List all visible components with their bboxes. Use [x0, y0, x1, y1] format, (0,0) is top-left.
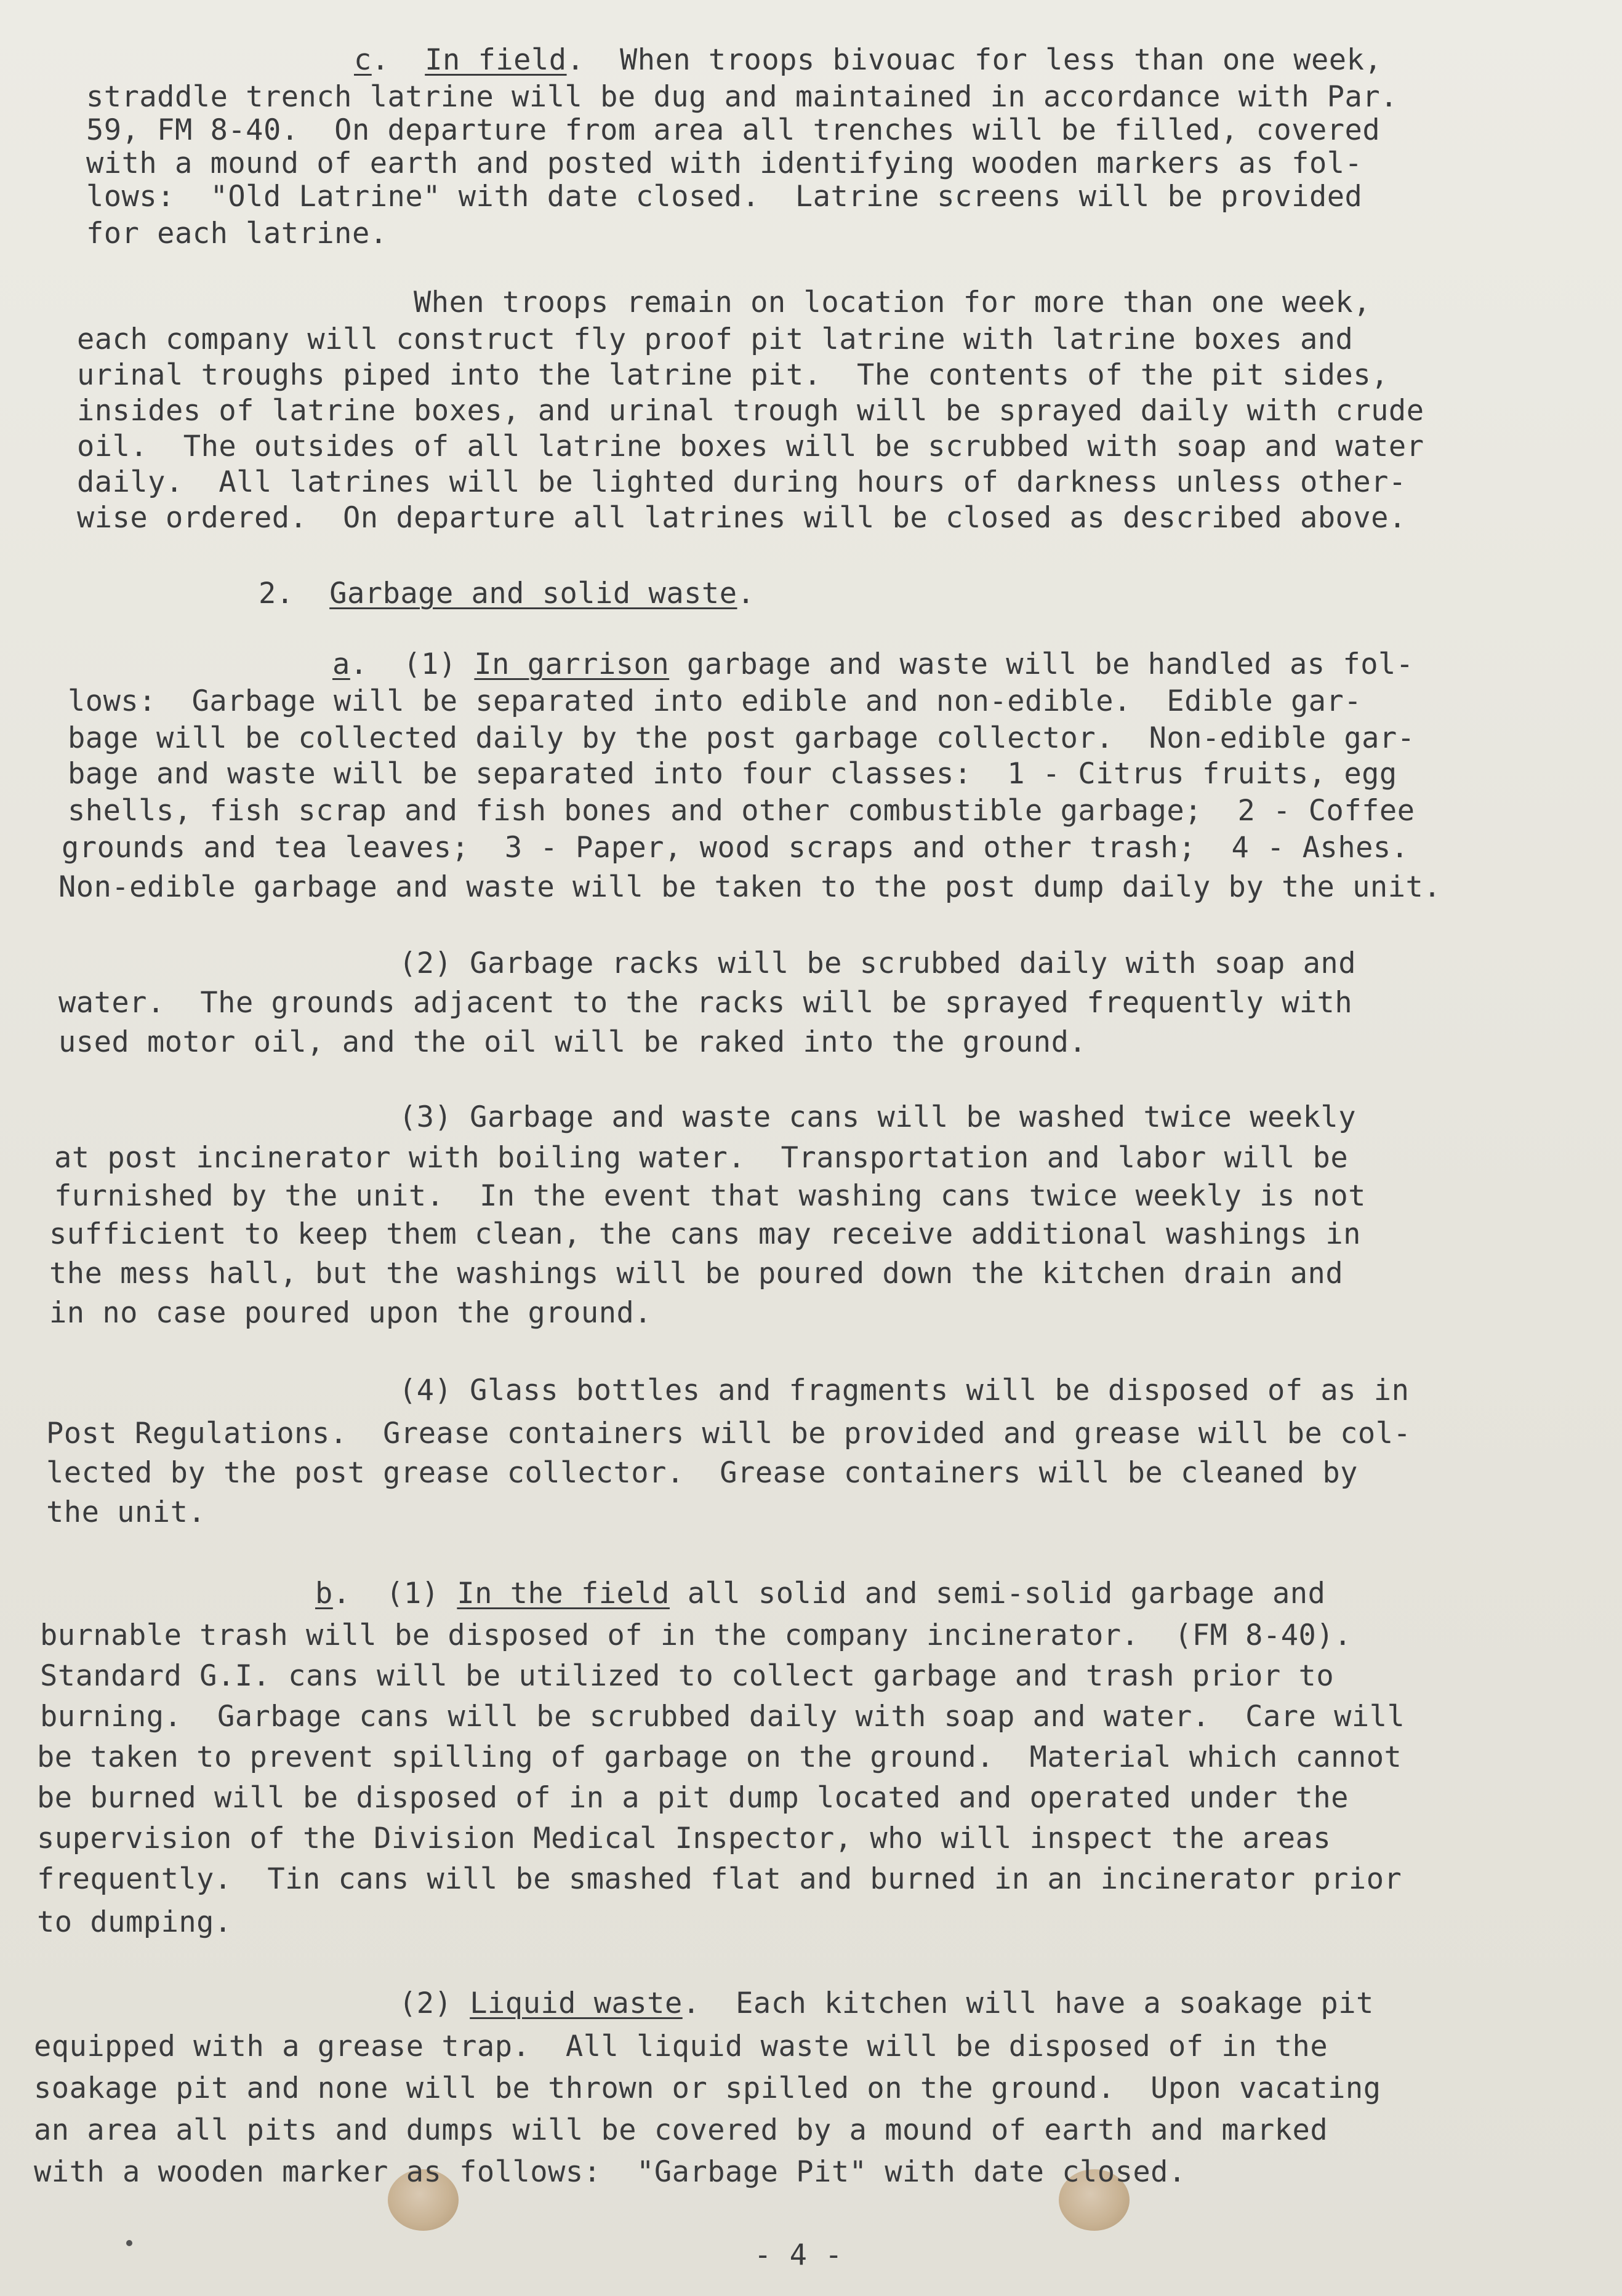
underlined-text: Liquid waste: [470, 1986, 683, 2020]
text-run: the unit.: [46, 1495, 206, 1529]
text-line: [40, 1658, 1334, 1695]
text-run: shells, fish scrap and fish bones and other combustible garbage; 2 - Coffee: [68, 794, 1415, 828]
text-run: bage and waste will be separated into four classes: 1 - Citrus fruits, egg: [68, 757, 1397, 791]
text-run: .: [371, 43, 425, 77]
underlined-text: Garbage and solid waste: [329, 577, 737, 610]
text-run: burning. Garbage cans will be scrubbed daily with soap and water. Care will: [40, 1700, 1405, 1734]
text-line: [54, 1140, 1348, 1177]
text-line: [68, 720, 1415, 757]
text-run: for each latrine.: [86, 217, 388, 250]
text-run: to dumping.: [37, 1905, 232, 1939]
text-line: [58, 1024, 1086, 1061]
text-run: with a wooden marker as follows: "Garbage Pit" with date closed.: [34, 2155, 1186, 2189]
text-run: all solid and semi-solid garbage and: [669, 1577, 1326, 1610]
text-line: [58, 869, 1441, 906]
underlined-text: c: [354, 43, 372, 77]
text-line: [40, 1617, 1352, 1654]
text-line: [34, 2028, 1328, 2065]
text-line: [34, 2154, 1186, 2191]
text-line: [86, 79, 1398, 116]
text-line: [37, 1861, 1402, 1898]
text-line: [86, 178, 1362, 215]
page-number: - 4 -: [754, 2238, 843, 2272]
text-run: be burned will be disposed of in a pit dump located and operated under the: [37, 1781, 1349, 1815]
underlined-text: In the field: [457, 1577, 670, 1610]
text-run: sufficient to keep them clean, the cans may receive additional washings in: [49, 1217, 1361, 1251]
text-line: [49, 1295, 652, 1332]
text-run: each company will construct fly proof pit latrine with latrine boxes and: [77, 322, 1354, 356]
text-line: [37, 1820, 1331, 1857]
text-line: [77, 321, 1353, 358]
text-line: [414, 284, 1371, 321]
text-run: wise ordered. On departure all latrines will be closed as described above.: [77, 501, 1407, 535]
text-line: [77, 500, 1407, 537]
text-run: . (1): [350, 647, 475, 681]
text-line: [49, 1255, 1343, 1292]
text-line: [86, 145, 1362, 182]
text-line: [46, 1455, 1358, 1492]
text-line: [86, 112, 1380, 149]
text-run: soakage pit and none will be thrown or spilled on the ground. Upon vacating: [34, 2071, 1381, 2105]
text-line: [77, 464, 1407, 501]
text-run: (4) Glass bottles and fragments will be disposed of as in: [399, 1374, 1410, 1407]
text-run: . (1): [332, 1577, 457, 1610]
text-line: [62, 830, 1409, 866]
text-line: [49, 1216, 1361, 1253]
text-run: insides of latrine boxes, and urinal trough will be sprayed daily with crude: [77, 394, 1424, 428]
text-run: water. The grounds adjacent to the racks will be sprayed frequently with: [58, 986, 1353, 1020]
text-line: [34, 2112, 1328, 2149]
text-run: . Each kitchen will have a soakage pit: [682, 1986, 1374, 2020]
text-run: an area all pits and dumps will be covered by a mound of earth and marked: [34, 2113, 1328, 2147]
text-run: with a mound of earth and posted with identifying wooden markers as fol-: [86, 146, 1363, 180]
text-line: [259, 575, 755, 612]
text-run: Post Regulations. Grease containers will be provided and grease will be col-: [46, 1417, 1411, 1450]
text-run: daily. All latrines will be lighted during hours of darkness unless other-: [77, 465, 1407, 499]
text-line: [68, 756, 1397, 793]
text-line: [58, 985, 1352, 1022]
text-line: [77, 428, 1424, 465]
text-line: [68, 793, 1415, 830]
text-run: equipped with a grease trap. All liquid waste will be disposed of in the: [34, 2030, 1328, 2063]
text-line: [354, 42, 1382, 79]
text-line: [77, 393, 1424, 430]
text-run: used motor oil, and the oil will be raked into the ground.: [58, 1025, 1087, 1059]
text-run: . When troops bivouac for less than one week,: [566, 43, 1383, 77]
text-run: supervision of the Division Medical Inspector, who will inspect the areas: [37, 1822, 1331, 1855]
text-line: [399, 1372, 1409, 1409]
text-line: [77, 357, 1389, 394]
text-run: 2.: [259, 577, 330, 610]
text-line: [315, 1575, 1325, 1612]
underlined-text: a: [332, 647, 350, 681]
text-line: [332, 646, 1414, 683]
text-line: [86, 215, 388, 252]
text-line: [34, 2070, 1381, 2107]
text-run: furnished by the unit. In the event that washing cans twice weekly is not: [54, 1179, 1366, 1213]
text-line: [46, 1494, 206, 1531]
text-line: [37, 1904, 232, 1941]
text-run: Non-edible garbage and waste will be taken to the post dump daily by the unit.: [58, 870, 1442, 904]
text-run: frequently. Tin cans will be smashed flat and burned in an incinerator prior: [37, 1862, 1402, 1896]
text-run: .: [737, 577, 755, 610]
text-run: lows: Garbage will be separated into edible and non-edible. Edible gar-: [68, 684, 1362, 718]
underlined-text: b: [315, 1577, 333, 1610]
text-run: When troops remain on location for more than one week,: [414, 286, 1371, 319]
text-line: [37, 1780, 1349, 1817]
text-line: [54, 1178, 1366, 1215]
text-run: garbage and waste will be handled as fol-: [669, 647, 1414, 681]
text-run: straddle trench latrine will be dug and maintained in accordance with Par.: [86, 80, 1398, 114]
text-line: [37, 1739, 1402, 1776]
underlined-text: In garrison: [474, 647, 670, 681]
text-run: 59, FM 8-40. On departure from area all trenches will be filled, covered: [86, 113, 1381, 147]
text-line: [399, 945, 1356, 982]
text-run: lected by the post grease collector. Grease containers will be cleaned by: [46, 1456, 1358, 1490]
text-run: lows: "Old Latrine" with date closed. Latrine screens will be provided: [86, 180, 1363, 214]
text-run: Standard G.I. cans will be utilized to collect garbage and trash prior to: [40, 1659, 1335, 1693]
text-line: [46, 1415, 1411, 1452]
text-run: burnable trash will be disposed of in the company incinerator. (FM 8-40).: [40, 1618, 1352, 1652]
text-line: [40, 1698, 1405, 1735]
text-line: [399, 1099, 1356, 1136]
text-run: (2) Garbage racks will be scrubbed daily with soap and: [399, 946, 1357, 980]
underlined-text: In field: [425, 43, 567, 77]
text-run: oil. The outsides of all latrine boxes will be scrubbed with soap and water: [77, 430, 1424, 463]
text-run: grounds and tea leaves; 3 - Paper, wood scraps and other trash; 4 - Ashes.: [62, 831, 1409, 865]
text-run: at post incinerator with boiling water. Transportation and labor will be: [54, 1141, 1349, 1175]
text-run: bage will be collected daily by the post garbage collector. Non-edible gar-: [68, 721, 1415, 755]
text-run: in no case poured upon the ground.: [49, 1296, 652, 1330]
text-run: (2): [399, 1986, 470, 2020]
text-line: [68, 683, 1362, 720]
text-run: the mess hall, but the washings will be poured down the kitchen drain and: [49, 1257, 1344, 1290]
paper-speck: [126, 2240, 132, 2246]
text-run: urinal troughs piped into the latrine pit. The contents of the pit sides,: [77, 358, 1389, 392]
text-run: be taken to prevent spilling of garbage on the ground. Material which cannot: [37, 1740, 1402, 1774]
text-run: (3) Garbage and waste cans will be washed twice weekly: [399, 1100, 1357, 1134]
text-line: [399, 1985, 1374, 2022]
